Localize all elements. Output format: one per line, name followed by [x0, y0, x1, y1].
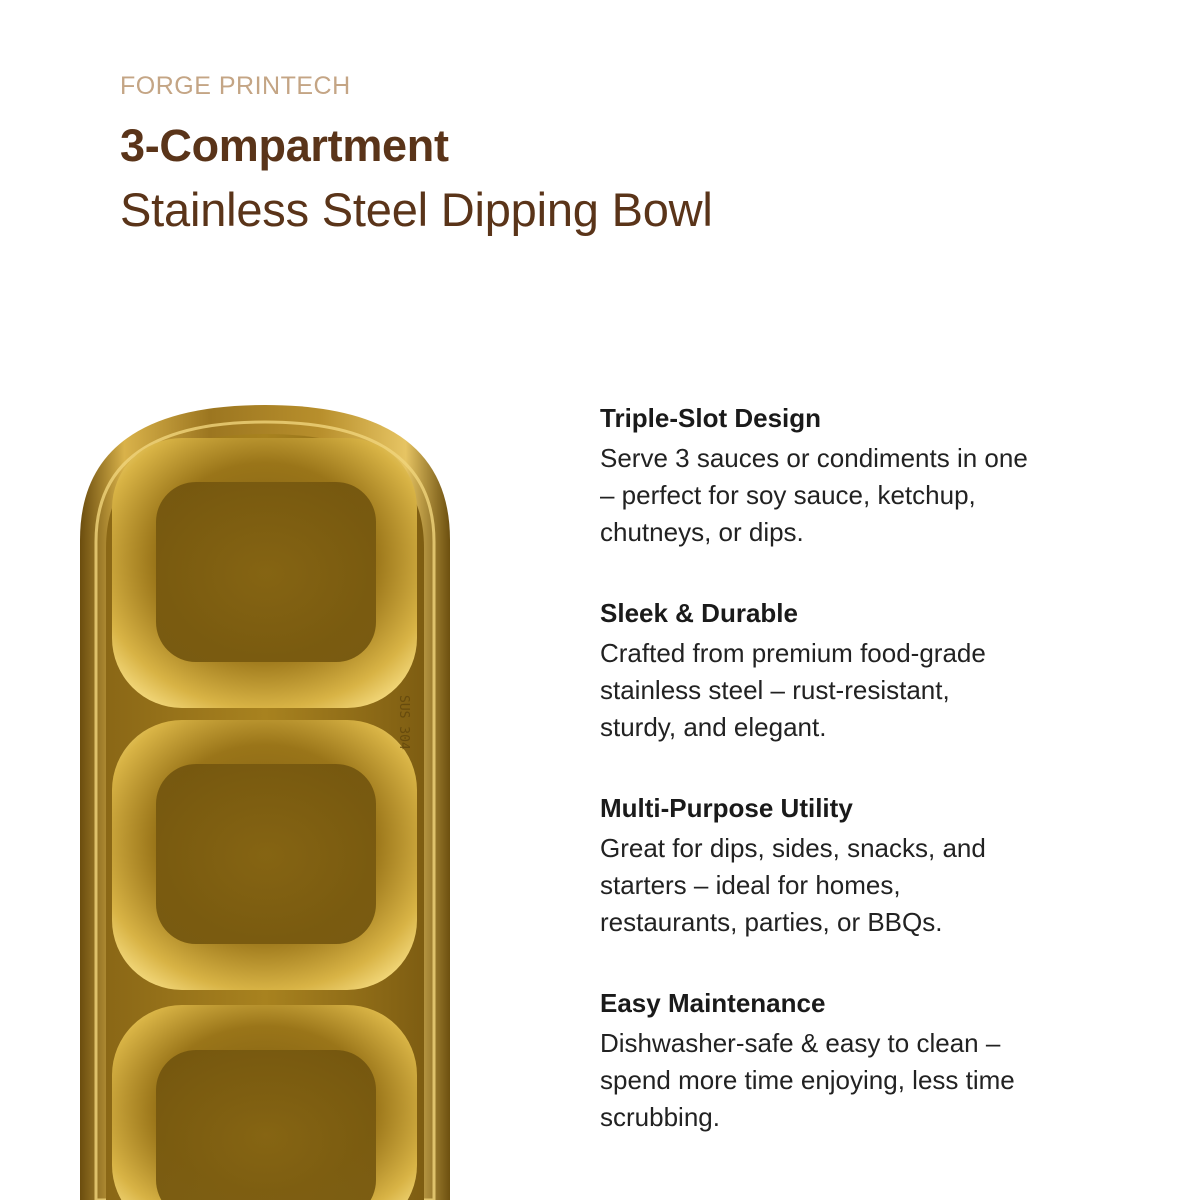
feature-item [600, 790, 1120, 941]
compartment-1-floor [156, 482, 376, 662]
feature-item [600, 985, 1120, 1136]
steel-grade-stamp: SUS 304 [396, 695, 411, 750]
feature-heading: Easy Maintenance [600, 988, 826, 1018]
feature-body: Serve 3 sauces or condiments in one – perfect for soy sauce, ketchup, chutneys, or dips. [600, 443, 1028, 547]
feature-list [600, 400, 1120, 1180]
feature-body: Crafted from premium food-grade stainless steel – rust-resistant, sturdy, and elegant. [600, 638, 986, 742]
compartment-3-floor [156, 1050, 376, 1200]
feature-item [600, 400, 1120, 551]
product-title: 3-Compartment [120, 120, 449, 171]
gold-dipping-bowl-icon [70, 390, 460, 1200]
feature-heading: Multi-Purpose Utility [600, 793, 853, 823]
compartment-2-floor [156, 764, 376, 944]
feature-body: Dishwasher-safe & easy to clean – spend more time enjoying, less time scrubbing. [600, 1028, 1015, 1132]
feature-body: Great for dips, sides, snacks, and starters – ideal for homes, restaurants, parties, or BBQs. [600, 833, 986, 937]
feature-item [600, 595, 1120, 746]
feature-heading: Triple-Slot Design [600, 403, 822, 433]
brand-name: FORGE PRINTECH [120, 72, 351, 100]
product-subtitle: Stainless Steel Dipping Bowl [120, 183, 713, 236]
feature-heading: Sleek & Durable [600, 598, 798, 628]
